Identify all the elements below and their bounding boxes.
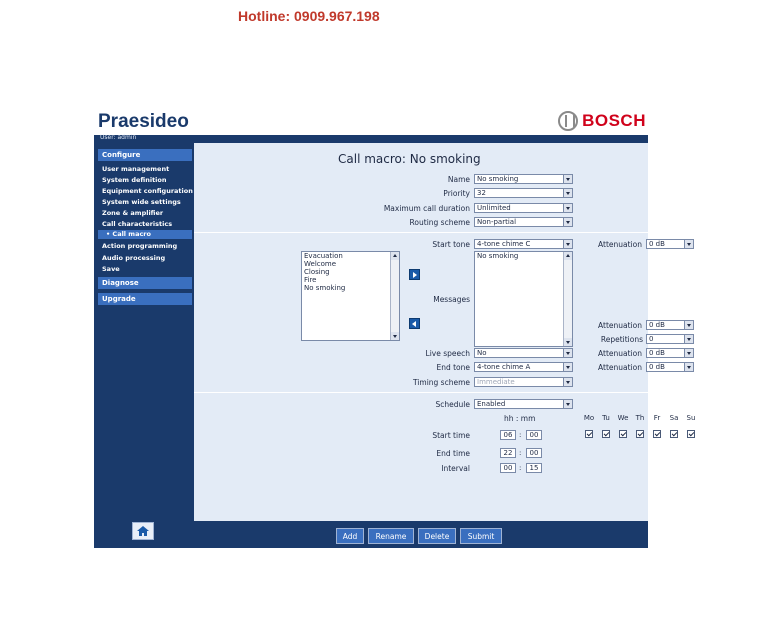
selected-messages-list[interactable]: [474, 251, 573, 347]
repetitions-select[interactable]: 0: [646, 334, 694, 344]
end-tone-label: End tone: [436, 363, 470, 372]
end-time-hours[interactable]: 22: [500, 448, 516, 458]
chevron-down-icon: [563, 363, 572, 371]
day-su: Su: [686, 414, 696, 422]
bosch-logo-icon: [558, 111, 578, 131]
sidebar-item-system-wide-settings[interactable]: System wide settings: [102, 198, 181, 206]
checkbox-mo[interactable]: [585, 430, 593, 438]
start-time-hours[interactable]: 06: [500, 430, 516, 440]
day-tu: Tu: [602, 414, 610, 422]
repetitions-label: Repetitions: [600, 335, 643, 344]
chevron-down-icon: [563, 378, 572, 386]
timing-scheme-label: Timing scheme: [412, 378, 470, 387]
chevron-down-icon: [684, 335, 693, 343]
start-tone-attenuation-label: Attenuation: [598, 240, 642, 249]
messages-attenuation-select[interactable]: 0 dB: [646, 320, 694, 330]
sidebar-item-equipment-configuration[interactable]: Equipment configuration: [102, 187, 193, 195]
sidebar-item-call-macro[interactable]: [98, 230, 192, 239]
bosch-logo-text: BOSCH: [582, 111, 646, 130]
list-item[interactable]: No smoking: [477, 252, 519, 260]
sidebar-item-call-macro-label: • Call macro: [106, 230, 151, 238]
home-button[interactable]: [132, 522, 154, 540]
home-icon: [136, 525, 150, 537]
brand-title: Praesideo: [98, 111, 189, 132]
scroll-down-icon[interactable]: [391, 332, 399, 340]
checkbox-fr[interactable]: [653, 430, 661, 438]
button-bar: [194, 521, 648, 548]
user-bar: [94, 135, 648, 143]
max-call-duration-select[interactable]: Unlimited: [474, 203, 573, 213]
sidebar-item-zone-amplifier[interactable]: Zone & amplifier: [102, 209, 164, 217]
day-sa: Sa: [669, 414, 679, 422]
chevron-down-icon: [563, 349, 572, 357]
scrollbar[interactable]: [390, 252, 399, 340]
praesideo-window: [94, 108, 696, 548]
checkbox-su[interactable]: [687, 430, 695, 438]
chevron-down-icon: [563, 204, 572, 212]
sidebar-item-system-definition[interactable]: System definition: [102, 176, 167, 184]
list-item[interactable]: Evacuation: [304, 252, 343, 260]
available-messages-list[interactable]: [301, 251, 400, 341]
chevron-down-icon: [684, 349, 693, 357]
header: [94, 108, 648, 135]
start-time-minutes[interactable]: 00: [526, 430, 542, 440]
sidebar-item-audio-processing[interactable]: Audio processing: [102, 254, 166, 262]
remove-message-button[interactable]: [409, 318, 420, 329]
name-select[interactable]: No smoking: [474, 174, 573, 184]
separator: [194, 392, 648, 393]
sidebar-item-action-programming[interactable]: Action programming: [102, 242, 178, 250]
separator: [194, 232, 648, 233]
checkbox-th[interactable]: [636, 430, 644, 438]
sidebar-upgrade[interactable]: Upgrade: [98, 293, 192, 305]
chevron-down-icon: [563, 218, 572, 226]
list-item[interactable]: No smoking: [304, 284, 346, 292]
sidebar-diagnose[interactable]: Diagnose: [98, 277, 192, 289]
start-tone-attenuation-select[interactable]: 0 dB: [646, 239, 694, 249]
add-button[interactable]: Add: [336, 528, 364, 544]
hotline-text: Hotline: 0909.967.198: [238, 8, 380, 24]
bosch-logo: [558, 111, 646, 131]
chevron-down-icon: [684, 240, 693, 248]
sidebar-item-call-characteristics[interactable]: Call characteristics: [102, 220, 173, 228]
interval-hours[interactable]: 00: [500, 463, 516, 473]
chevron-down-icon: [563, 400, 572, 408]
checkbox-we[interactable]: [619, 430, 627, 438]
submit-button[interactable]: Submit: [460, 528, 502, 544]
scroll-down-icon[interactable]: [564, 338, 572, 346]
end-time-minutes[interactable]: 00: [526, 448, 542, 458]
list-item[interactable]: Welcome: [304, 260, 337, 268]
day-th: Th: [635, 414, 645, 422]
routing-scheme-select[interactable]: Non-partial: [474, 217, 573, 227]
chevron-down-icon: [684, 363, 693, 371]
day-fr: Fr: [653, 414, 661, 422]
scroll-up-icon[interactable]: [391, 252, 399, 260]
messages-label: Messages: [433, 295, 470, 304]
chevron-down-icon: [684, 321, 693, 329]
schedule-label: Schedule: [435, 400, 470, 409]
interval-minutes[interactable]: 15: [526, 463, 542, 473]
timing-scheme-select: Immediate: [474, 377, 573, 387]
main-panel: Call macro: No smoking Name No smoking Priority 32 Maximum call duration Unlimited Routing scheme Non-partial Start tone 4-tone chime C Attenuation 0 dB Evacuation Welcome Closing Fire No smoking Messages No smoking Attenuation 0 dB Repetitions 0 Live speech No Attenuation 0 dB End tone 4-tone chime A Attenuation 0 dB Timing scheme Immediate Schedule Enabled hh : mm Mo Tu We Th Fr Sa Su Start time 06 : 00 End time 22 : 00 Interval 00 : 15: [194, 143, 648, 521]
end-time-label: End time: [436, 449, 470, 458]
chevron-down-icon: [563, 240, 572, 248]
max-call-duration-label: Maximum call duration: [383, 204, 470, 213]
page-title: Call macro: No smoking: [338, 152, 481, 166]
routing-scheme-label: Routing scheme: [409, 218, 470, 227]
live-speech-select[interactable]: No: [474, 348, 573, 358]
sidebar: [94, 143, 194, 548]
priority-select[interactable]: 32: [474, 188, 573, 198]
sidebar-configure[interactable]: Configure: [98, 149, 192, 161]
chevron-down-icon: [563, 189, 572, 197]
scrollbar[interactable]: [563, 252, 572, 346]
priority-label: Priority: [443, 189, 470, 198]
sidebar-item-save[interactable]: Save: [102, 265, 120, 273]
rename-button[interactable]: Rename: [368, 528, 414, 544]
start-time-label: Start time: [432, 431, 470, 440]
live-speech-attenuation-select[interactable]: 0 dB: [646, 348, 694, 358]
name-label: Name: [447, 175, 470, 184]
checkbox-tu[interactable]: [602, 430, 610, 438]
day-we: We: [617, 414, 629, 422]
scroll-up-icon[interactable]: [564, 252, 572, 260]
checkbox-sa[interactable]: [670, 430, 678, 438]
add-message-button[interactable]: [409, 269, 420, 280]
end-tone-attenuation-label: Attenuation: [598, 363, 642, 372]
start-tone-label: Start tone: [432, 240, 470, 249]
sidebar-item-user-management[interactable]: User management: [102, 165, 170, 173]
delete-button[interactable]: Delete: [418, 528, 456, 544]
messages-attenuation-label: Attenuation: [598, 321, 642, 330]
end-tone-attenuation-select[interactable]: 0 dB: [646, 362, 694, 372]
list-item[interactable]: Closing: [304, 268, 330, 276]
chevron-down-icon: [563, 175, 572, 183]
live-speech-label: Live speech: [425, 349, 470, 358]
day-mo: Mo: [583, 414, 595, 422]
interval-label: Interval: [441, 464, 470, 473]
end-tone-select[interactable]: 4-tone chime A: [474, 362, 573, 372]
schedule-select[interactable]: Enabled: [474, 399, 573, 409]
hhmm-header: hh : mm: [504, 414, 536, 423]
live-speech-attenuation-label: Attenuation: [598, 349, 642, 358]
user-label: User: admin: [100, 134, 137, 141]
list-item[interactable]: Fire: [304, 276, 317, 284]
start-tone-select[interactable]: 4-tone chime C: [474, 239, 573, 249]
